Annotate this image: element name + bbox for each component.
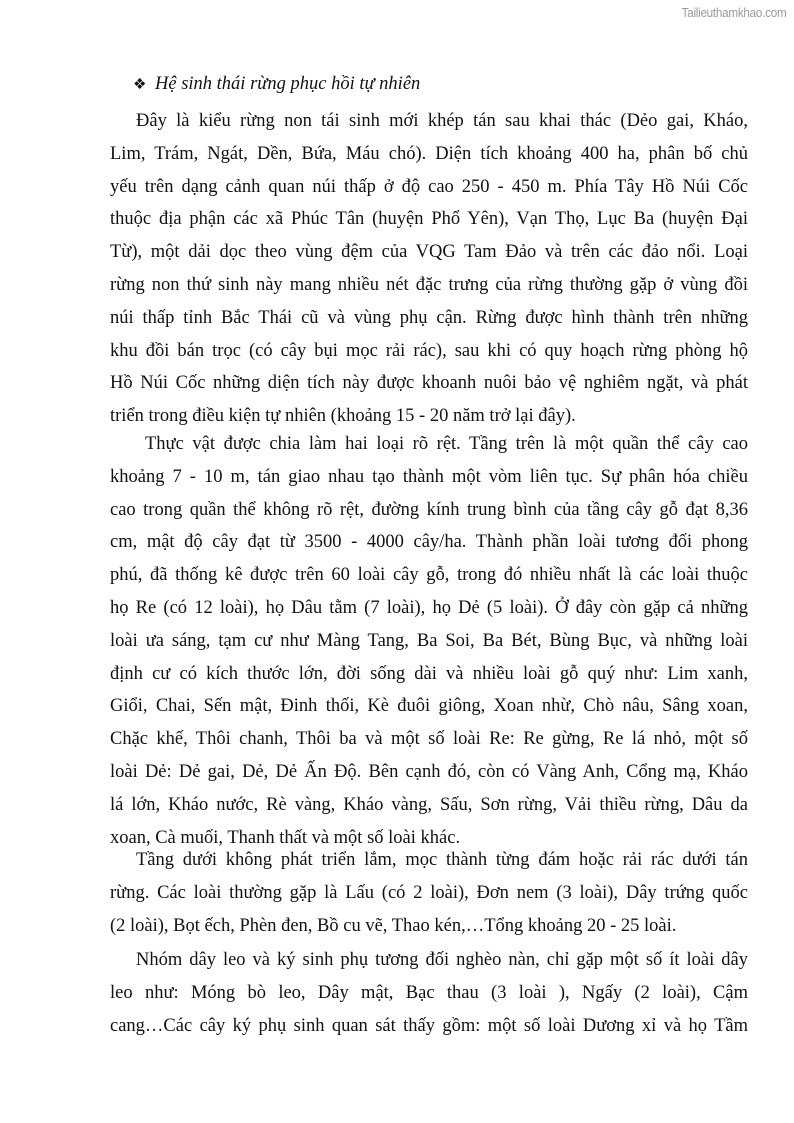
text-line: định cư có kích thước lớn, đời sống dài và nhiều loài gỗ quý như: Lim xanh, — [110, 663, 748, 684]
text-line: rừng. Các loài thường gặp là Lấu (có 2 loài), Đơn nem (3 loài), Dây trứng quốc — [110, 882, 748, 903]
paragraph-1 — [110, 105, 748, 433]
text-line: cm, mật độ cây đạt từ 3500 - 4000 cây/ha. Thành phần loài tương đối phong — [110, 532, 748, 553]
text-line: loài ưa sáng, tạm cư như Màng Tang, Ba Soi, Ba Bét, Bùng Bục, và những loài — [110, 630, 748, 651]
text-line: núi thấp tỉnh Bắc Thái cũ và vùng phụ cận. Rừng được hình thành trên những — [110, 307, 748, 328]
section-heading — [133, 70, 420, 99]
text-line: thuộc địa phận các xã Phúc Tân (huyện Phổ Yên), Vạn Thọ, Lục Ba (huyện Đại — [110, 209, 748, 230]
text-line: cang…Các cây ký phụ sinh quan sát thấy gồm: một số loài Dương xỉ và họ Tầm — [110, 1015, 748, 1036]
heading-text: Hệ sinh thái rừng phục hồi tự nhiên — [155, 74, 421, 94]
diamond-bullet-icon: ❖ — [133, 77, 147, 93]
text-line: Giổi, Chai, Sến mật, Đinh thối, Kè đuôi giông, Xoan nhừ, Chò nâu, Sâng xoan, — [110, 696, 748, 717]
text-line: Từ), một dải dọc theo vùng đệm của VQG Tam Đảo và trên các đảo nổi. Loại — [110, 242, 748, 263]
paragraph-2 — [110, 428, 748, 854]
text-line: (2 loài), Bọt ếch, Phèn đen, Bồ cu vẽ, Thao kén,…Tổng khoảng 20 - 25 loài. — [110, 915, 677, 936]
text-line: Đây là kiểu rừng non tái sinh mới khép tán sau khai thác (Dẻo gai, Kháo, — [136, 111, 748, 131]
text-line: loài Dẻ: Dẻ gai, Dẻ, Dẻ Ấn Độ. Bên cạnh đó, còn có Vàng Anh, Cổng mạ, Kháo — [110, 761, 748, 782]
text-line: Tầng dưới không phát triển lắm, mọc thành từng đám hoặc rải rác dưới tán — [136, 850, 748, 870]
text-line: lá lớn, Kháo nước, Rè vàng, Kháo vàng, Sấu, Sơn rừng, Vải thiều rừng, Dâu da — [110, 794, 748, 815]
text-line: Lim, Trám, Ngát, Dền, Bứa, Máu chó). Diện tích khoảng 400 ha, phân bố chủ — [110, 143, 748, 164]
text-line: Thực vật được chia làm hai loại rõ rệt. Tầng trên là một quần thể cây cao — [145, 434, 748, 454]
text-line: Hồ Núi Cốc những diện tích này được khoanh nuôi bảo vệ nghiêm ngặt, và phát — [110, 373, 748, 394]
paragraph-4 — [110, 944, 748, 1042]
text-line: triển trong điều kiện tự nhiên (khoảng 15 - 20 năm trở lại đây). — [110, 406, 576, 427]
text-line: Chặc khế, Thôi chanh, Thôi ba và một số loài Re: Re gừng, Re lá nhỏ, một số — [110, 729, 748, 750]
text-line: họ Re (có 12 loài), họ Dâu tằm (7 loài), họ Dẻ (5 loài). Ở đây còn gặp cả những — [110, 597, 748, 618]
paragraph-3 — [110, 844, 748, 942]
text-line: leo như: Móng bò leo, Dây mật, Bạc thau (3 loài ), Ngấy (2 loài), Cậm — [110, 982, 748, 1003]
text-line: phú, đã thống kê được trên 60 loài cây gỗ, trong đó nhiều nhất là các loài thuộc — [110, 565, 748, 586]
text-line: cao trong quần thể không rõ rệt, đường kính trung bình của tầng cây gỗ đạt 8,36 — [110, 499, 748, 520]
text-line: Nhóm dây leo và ký sinh phụ tương đối nghèo nàn, chỉ gặp một số ít loài dây — [136, 950, 748, 970]
text-line: rừng non thứ sinh này mang nhiều nét đặc trưng của rừng thường gặp ở vùng đồi — [110, 274, 748, 295]
text-line: yếu trên dạng cảnh quan núi thấp ở độ cao 250 - 450 m. Phía Tây Hồ Núi Cốc — [110, 176, 748, 197]
watermark: Tailieuthamkhao.com — [681, 5, 786, 20]
text-line: xoan, Cà muối, Thanh thất và một số loài khác. — [110, 827, 461, 848]
text-line: khoảng 7 - 10 m, tán giao nhau tạo thành một vòm liên tục. Sự phân hóa chiều — [110, 466, 748, 487]
text-line: khu đồi bán trọc (có cây bụi mọc rải rác), sau khi có quy hoạch rừng phòng hộ — [110, 340, 748, 361]
